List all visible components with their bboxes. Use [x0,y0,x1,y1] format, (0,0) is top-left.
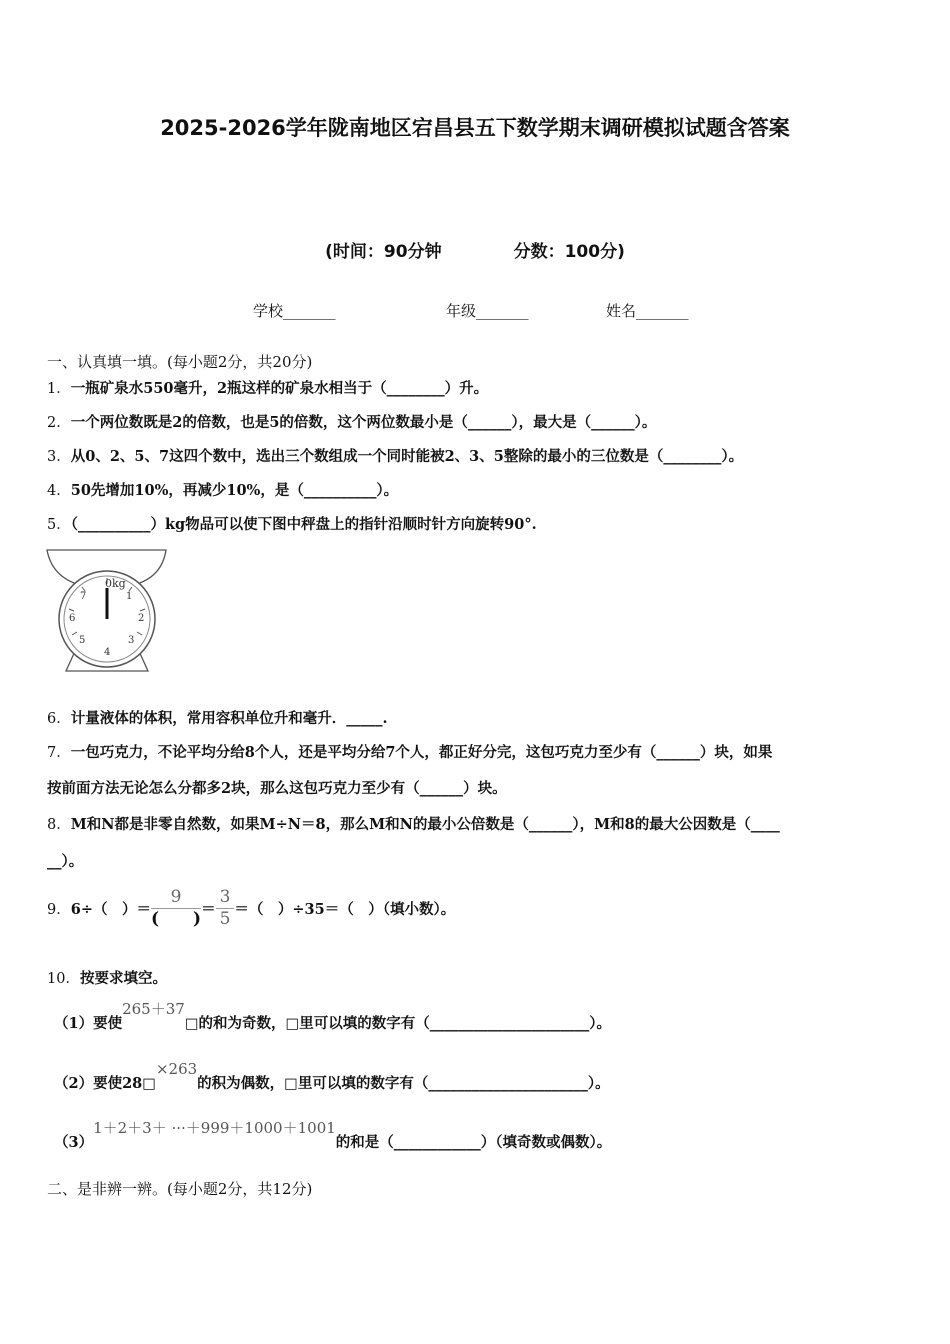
q7-line1: 一包巧克力，不论平均分给8个人，还是平均分给7个人，都正好分完，这包巧克力至少有（______）块，如果 [70,744,773,761]
s2-label: （2）要使28□ [54,1075,156,1092]
question-5 [47,513,537,534]
total-score: 分数：100分) [513,242,625,262]
scale-tick-7: 7 [80,591,87,602]
q10-text: 按要求填空。 [79,970,167,987]
q9-pre: 6÷（ ）＝ [70,900,151,918]
scale-tick-5: 5 [79,635,86,646]
q8-line2: __）。 [47,853,84,870]
q8-number: 8． [47,817,71,833]
s1-label: （1）要使 [54,1015,123,1032]
question-9 [47,880,455,936]
q6-text: 计量液体的体积，常用容积单位升和毫升．_____. [70,710,388,727]
q6-number: 6． [47,711,71,727]
exam-meta [0,237,950,262]
scale-tick-6: 6 [69,613,76,624]
time-limit: (时间：90分钟 [325,242,442,262]
q4-number: 4． [47,483,71,499]
q1-number: 1． [47,381,71,397]
q10-part-2 [54,1060,610,1093]
question-6 [47,707,388,728]
q10-part-3 [54,1119,612,1152]
q2-number: 2． [47,415,71,431]
section2-heading: 二、是非辨一辨。(每小题2分，共12分) [47,1180,313,1198]
question-2 [47,411,656,432]
q9-f1-numerator: 9 [170,886,182,907]
s3-expression: 1＋2＋3＋ ···＋999＋1000＋1001 [93,1119,336,1137]
q3-number: 3． [47,449,71,465]
question-3 [47,445,743,466]
q9-fraction-2 [216,886,235,929]
question-4 [47,479,398,500]
q7-number: 7． [47,745,71,761]
scale-tick-1: 1 [126,591,133,602]
q3-text: 从0、2、5、7这四个数中，选出三个数组成一个同时能被2、3、5整除的最小的三位数是（________）。 [70,448,744,465]
q1-text: 一瓶矿泉水550毫升，2瓶这样的矿泉水相当于（________）升。 [70,380,489,397]
s3-label: （3） [54,1134,94,1151]
grade-field[interactable]: 年级_______ [446,302,529,320]
q9-f2-denominator: 5 [219,908,231,929]
question-7 [47,741,772,762]
q9-post: ＝（ ）÷35＝（ ）（填小数）。 [234,900,456,918]
question-1 [47,377,488,398]
q9-fraction-1 [150,886,202,929]
q9-number: 9． [47,901,71,918]
page-title: 2025-2026学年陇南地区宕昌县五下数学期末调研模拟试题含答案 [160,116,790,140]
question-10 [47,967,167,988]
q5-number: 5． [47,517,71,533]
scale-tick-2: 2 [138,613,145,624]
question-8 [47,813,780,834]
scale-tick-3: 3 [128,635,135,646]
section1-heading: 一、认真填一填。(每小题2分，共20分) [47,353,313,371]
s2-expression: ×263 [155,1060,198,1078]
q10-number: 10． [47,971,80,987]
s1-text: □的和为奇数，□里可以填的数字有（______________________）。 [184,1015,611,1032]
scale-tick-4: 4 [104,647,111,658]
q10-part-1 [54,1000,611,1033]
scale-figure [44,547,170,675]
q8-line1: M和N都是非零自然数，如果M÷N＝8，那么M和N的最小公倍数是（______），M和8的最大公因数是（____ [70,816,780,833]
s1-expression: 265＋37 [122,1000,185,1018]
q4-text: 50先增加10%，再减少10%，是（__________）。 [70,482,399,499]
school-field[interactable]: 学校_______ [253,302,336,320]
q2-text: 一个两位数既是2的倍数，也是5的倍数，这个两位数最小是（______），最大是（______）。 [70,414,657,431]
q9-f1-denominator: ( ) [150,908,202,929]
q7-line2: 按前面方法无论怎么分都多2块，那么这包巧克力至少有（______）块。 [47,780,507,797]
s2-text: 的积为偶数，□里可以填的数字有（______________________）。 [197,1075,610,1092]
q5-text: （__________）kg物品可以使下图中秤盘上的指针沿顺时针方向旋转90°. [70,516,537,533]
q9-f2-numerator: 3 [219,886,231,907]
scale-unit-label: 0kg [105,577,126,590]
q9-equals: ＝ [201,900,216,918]
name-field[interactable]: 姓名_______ [606,302,689,320]
s3-text: 的和是（____________）（填奇数或偶数）。 [335,1134,612,1151]
